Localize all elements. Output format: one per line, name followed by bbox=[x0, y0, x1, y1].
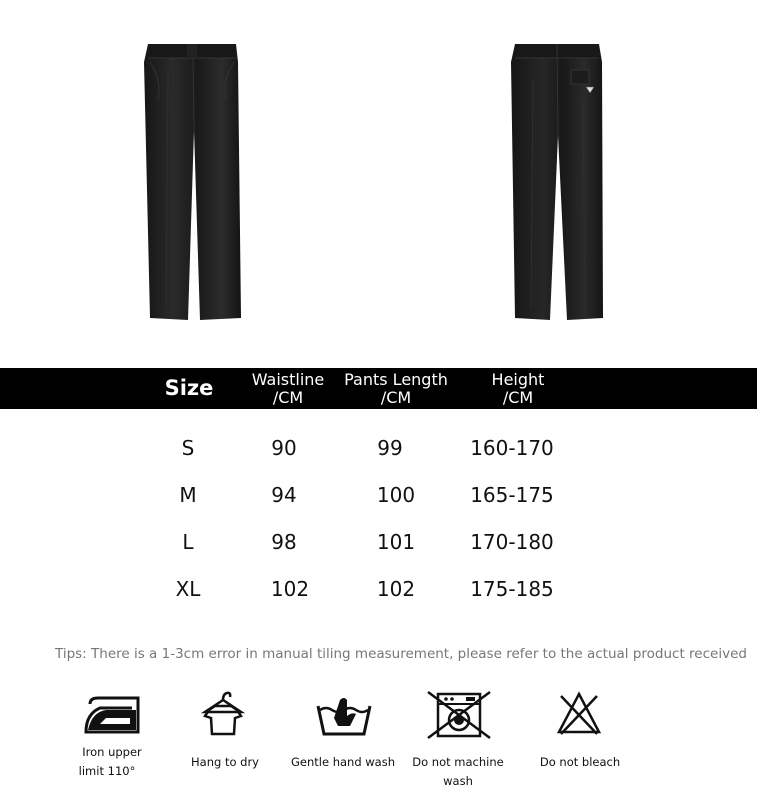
care-label-iron bbox=[72, 743, 152, 781]
care-label-iron-line2: limit 110° bbox=[78, 764, 136, 778]
cell-waist: 94 bbox=[271, 483, 297, 507]
cell-length: 99 bbox=[377, 436, 403, 460]
header-height bbox=[468, 371, 568, 407]
no-bleach-icon bbox=[555, 690, 603, 738]
header-size: Size bbox=[164, 376, 214, 400]
table-row bbox=[0, 527, 757, 557]
cell-waist: 102 bbox=[270, 577, 310, 601]
header-waistline-label: Waistline bbox=[251, 370, 325, 389]
cell-waist: 98 bbox=[271, 530, 297, 554]
care-label-no-machine-wash: Do not machine wash bbox=[412, 755, 504, 788]
cell-size: XL bbox=[175, 577, 201, 601]
care-label-hang: Hang to dry bbox=[191, 755, 259, 769]
hanger-shirt-icon bbox=[201, 688, 245, 740]
header-waistline-unit: /CM bbox=[272, 388, 304, 407]
hand-wash-icon bbox=[314, 690, 374, 738]
cell-height: 170-180 bbox=[470, 530, 554, 554]
cell-size: M bbox=[179, 483, 197, 507]
cell-length: 100 bbox=[376, 483, 416, 507]
measurement-tips: Tips: There is a 1-3cm error in manual tiling measurement, please refer to the actual product received bbox=[55, 646, 747, 662]
cell-waist: 90 bbox=[271, 436, 297, 460]
cell-height: 160-170 bbox=[470, 436, 554, 460]
cell-height: 165-175 bbox=[470, 483, 554, 507]
care-label-hand-wash: Gentle hand wash bbox=[290, 755, 396, 769]
cell-height: 175-185 bbox=[470, 577, 554, 601]
size-table-header bbox=[0, 368, 757, 409]
pants-back-image bbox=[505, 40, 610, 325]
cell-size: S bbox=[181, 436, 195, 460]
table-row bbox=[0, 574, 757, 604]
header-waistline bbox=[238, 371, 338, 407]
table-row bbox=[0, 480, 757, 510]
pants-front-image bbox=[140, 40, 245, 325]
header-pants-length-unit: /CM bbox=[380, 388, 412, 407]
header-pants-length bbox=[336, 371, 456, 407]
cell-size: L bbox=[182, 530, 194, 554]
table-row bbox=[0, 433, 757, 463]
header-pants-length-label: Pants Length bbox=[344, 370, 448, 389]
iron-icon bbox=[82, 694, 142, 736]
header-height-label: Height bbox=[491, 370, 545, 389]
care-label-iron-line1: Iron upper bbox=[82, 745, 142, 759]
care-label-no-bleach: Do not bleach bbox=[539, 755, 621, 769]
cell-length: 102 bbox=[376, 577, 416, 601]
header-height-unit: /CM bbox=[502, 388, 534, 407]
cell-length: 101 bbox=[376, 530, 416, 554]
no-machine-wash-icon bbox=[426, 690, 492, 740]
